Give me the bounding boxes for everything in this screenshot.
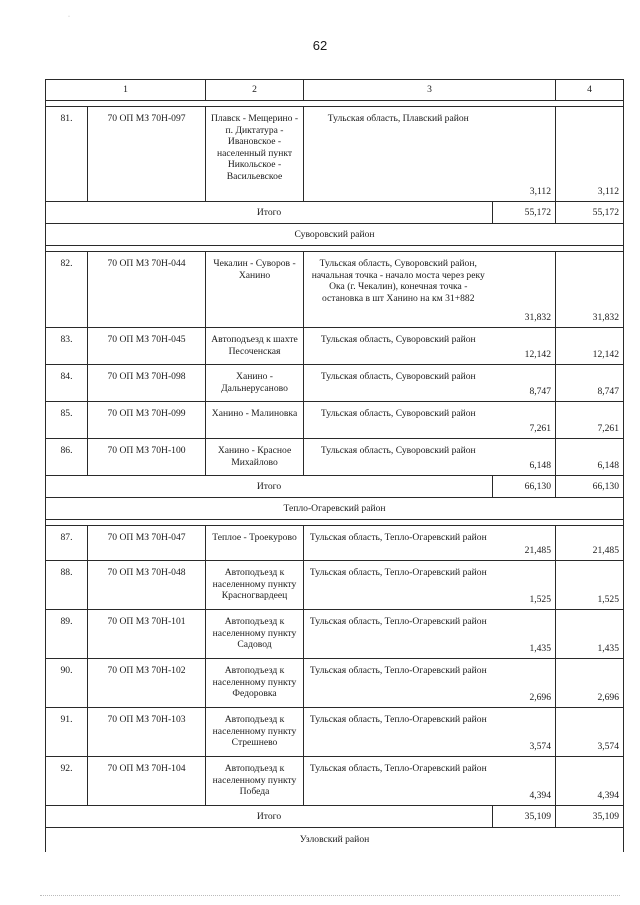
road-code: 70 ОП МЗ 70Н-101: [88, 610, 206, 659]
row-number: 89.: [46, 610, 88, 659]
table-row: [46, 365, 624, 402]
road-location: Тульская область, Тепло-Огаревский район: [304, 526, 493, 561]
length-value: 3,112: [493, 107, 556, 202]
length-total-value: 1,435: [556, 610, 624, 659]
row-number: 85.: [46, 402, 88, 439]
row-number: 91.: [46, 708, 88, 757]
road-name: Плавск - Мещерино - п. Диктатура - Ивановское - населенный пункт Никольское - Васильевское: [206, 107, 304, 202]
table-row: [46, 610, 624, 659]
district-row: [46, 828, 624, 853]
road-name: Автоподъезд к населенному пункту Победа: [206, 757, 304, 806]
length-total-value: 7,261: [556, 402, 624, 439]
road-name: Автоподъезд к шахте Песоченская: [206, 328, 304, 365]
road-location: Тульская область, Тепло-Огаревский район: [304, 561, 493, 610]
length-value: 1,435: [493, 610, 556, 659]
row-number: 87.: [46, 526, 88, 561]
road-name: Автоподъезд к населенному пункту Садовод: [206, 610, 304, 659]
road-code: 70 ОП МЗ 70Н-102: [88, 659, 206, 708]
road-location: Тульская область, Тепло-Огаревский район: [304, 708, 493, 757]
road-location: Тульская область, Суворовский район: [304, 328, 493, 365]
header-col-4: 4: [556, 80, 624, 101]
length-value: 3,574: [493, 708, 556, 757]
footer-rule: [40, 895, 620, 896]
road-code: 70 ОП МЗ 70Н-044: [88, 252, 206, 328]
row-number: 88.: [46, 561, 88, 610]
table-row: [46, 252, 624, 328]
road-name: Ханино - Малиновка: [206, 402, 304, 439]
length-total-value: 1,525: [556, 561, 624, 610]
header-col-2: 2: [206, 80, 304, 101]
total-length-sum: 66,130: [556, 476, 624, 498]
scan-mark: ·: [68, 14, 70, 20]
road-name: Теплое - Троекурово: [206, 526, 304, 561]
total-label: Итого: [46, 202, 493, 224]
road-code: 70 ОП МЗ 70Н-098: [88, 365, 206, 402]
length-total-value: 31,832: [556, 252, 624, 328]
row-number: 81.: [46, 107, 88, 202]
length-value: 31,832: [493, 252, 556, 328]
road-code: 70 ОП МЗ 70Н-099: [88, 402, 206, 439]
total-row: [46, 476, 624, 498]
district-row: [46, 498, 624, 520]
road-location: Тульская область, Тепло-Огаревский район: [304, 659, 493, 708]
length-total-value: 3,574: [556, 708, 624, 757]
road-location: Тульская область, Суворовский район: [304, 402, 493, 439]
road-code: 70 ОП МЗ 70Н-103: [88, 708, 206, 757]
header-row: [46, 80, 624, 101]
table-body: [46, 80, 624, 853]
row-number: 82.: [46, 252, 88, 328]
table-row: [46, 328, 624, 365]
road-name: Ханино - Дальнерусаново: [206, 365, 304, 402]
total-length-value: 55,172: [493, 202, 556, 224]
length-value: 7,261: [493, 402, 556, 439]
length-value: 4,394: [493, 757, 556, 806]
length-value: 12,142: [493, 328, 556, 365]
length-value: 8,747: [493, 365, 556, 402]
road-name: Ханино - Красное Михайлово: [206, 439, 304, 476]
district-row: [46, 224, 624, 246]
row-number: 92.: [46, 757, 88, 806]
length-value: 6,148: [493, 439, 556, 476]
total-length-value: 35,109: [493, 806, 556, 828]
table-row: [46, 107, 624, 202]
table-row: [46, 659, 624, 708]
length-total-value: 4,394: [556, 757, 624, 806]
length-value: 1,525: [493, 561, 556, 610]
length-total-value: 21,485: [556, 526, 624, 561]
total-label: Итого: [46, 806, 493, 828]
road-location: Тульская область, Суворовский район: [304, 365, 493, 402]
length-total-value: 3,112: [556, 107, 624, 202]
length-value: 2,696: [493, 659, 556, 708]
length-total-value: 2,696: [556, 659, 624, 708]
road-location: Тульская область, Тепло-Огаревский район: [304, 757, 493, 806]
road-location: Тульская область, Тепло-Огаревский район: [304, 610, 493, 659]
district-name: Суворовский район: [46, 224, 624, 246]
page-number: 62: [312, 38, 328, 53]
road-code: 70 ОП МЗ 70Н-097: [88, 107, 206, 202]
total-length-value: 66,130: [493, 476, 556, 498]
total-row: [46, 806, 624, 828]
road-code: 70 ОП МЗ 70Н-047: [88, 526, 206, 561]
roads-table: [45, 79, 624, 852]
road-name: Автоподъезд к населенному пункту Красногвардеец: [206, 561, 304, 610]
road-code: 70 ОП МЗ 70Н-100: [88, 439, 206, 476]
table-row: [46, 526, 624, 561]
district-name: Узловский район: [46, 828, 624, 853]
road-code: 70 ОП МЗ 70Н-048: [88, 561, 206, 610]
road-code: 70 ОП МЗ 70Н-104: [88, 757, 206, 806]
table-row: [46, 402, 624, 439]
total-length-sum: 55,172: [556, 202, 624, 224]
table-row: [46, 439, 624, 476]
length-total-value: 8,747: [556, 365, 624, 402]
road-location: Тульская область, Плавский район: [304, 107, 493, 202]
table-row: [46, 757, 624, 806]
total-row: [46, 202, 624, 224]
length-total-value: 6,148: [556, 439, 624, 476]
total-length-sum: 35,109: [556, 806, 624, 828]
table-row: [46, 561, 624, 610]
total-label: Итого: [46, 476, 493, 498]
road-name: Автоподъезд к населенному пункту Федоровка: [206, 659, 304, 708]
row-number: 84.: [46, 365, 88, 402]
road-code: 70 ОП МЗ 70Н-045: [88, 328, 206, 365]
road-location: Тульская область, Суворовский район: [304, 439, 493, 476]
road-location: Тульская область, Суворовский район, начальная точка - начало моста через реку Ока (г. Чекалин), конечная точка - остановка в шт Ханино на км 31+882: [304, 252, 493, 328]
road-name: Чекалин - Суворов - Ханино: [206, 252, 304, 328]
row-number: 83.: [46, 328, 88, 365]
row-number: 86.: [46, 439, 88, 476]
district-name: Тепло-Огаревский район: [46, 498, 624, 520]
row-number: 90.: [46, 659, 88, 708]
table-row: [46, 708, 624, 757]
header-col-1: 1: [46, 80, 206, 101]
road-name: Автоподъезд к населенному пункту Стрешнево: [206, 708, 304, 757]
length-value: 21,485: [493, 526, 556, 561]
length-total-value: 12,142: [556, 328, 624, 365]
header-col-3: 3: [304, 80, 556, 101]
